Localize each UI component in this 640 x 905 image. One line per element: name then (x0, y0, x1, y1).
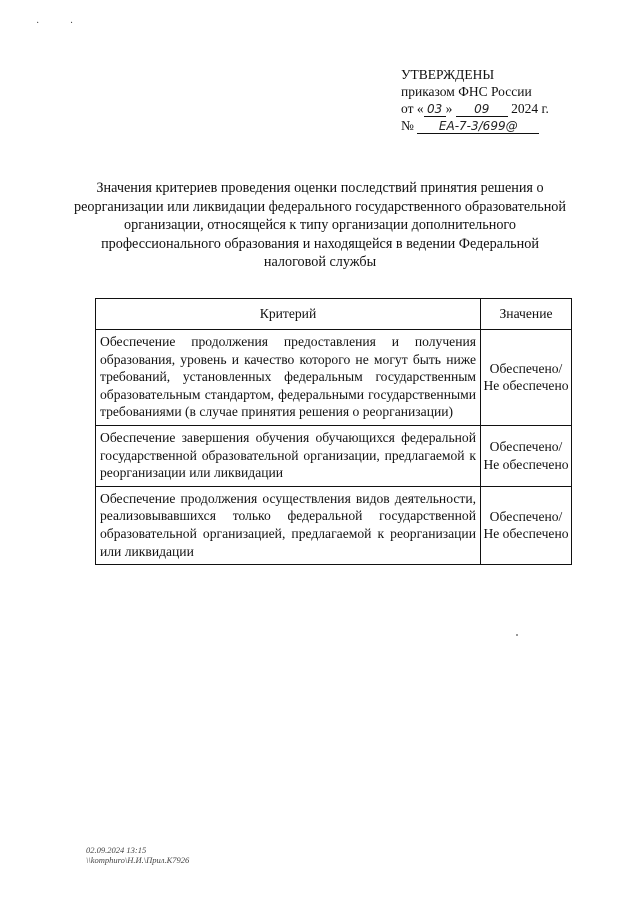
header-value: Значение (481, 299, 572, 330)
scan-artifact: · · (36, 18, 88, 29)
value-cell: Обеспечено/ Не обеспечено (481, 330, 572, 426)
date-month: 09 (456, 102, 508, 117)
footer-stamp (86, 845, 189, 865)
document-title: Значения критериев проведения оценки последствий принятия решения о реорганизации или ликвидации федерального государственного образовательной организации, относящейся к типу организации дополнительного профессионального образования и находящейся в ведении Федеральной налоговой службы (73, 180, 566, 271)
date-year: 2024 г. (511, 101, 549, 116)
header-criterion: Критерий (96, 299, 481, 330)
criterion-cell: Обеспечение завершения обучения обучающихся федеральной государственной образовательной организации, предлагаемой к реорганизации или ликвидации (96, 425, 481, 486)
date-day: 03 (424, 102, 446, 117)
approval-heading: УТВЕРЖДЕНЫ (401, 67, 495, 82)
number-prefix: № (401, 118, 414, 133)
date-separator: » (445, 101, 453, 116)
value-cell: Обеспечено/ Не обеспечено (481, 486, 572, 564)
approval-date-line (401, 100, 601, 117)
table-row (96, 486, 572, 564)
criterion-cell: Обеспечение продолжения предоставления и получения образования, уровень и качество которого не могут быть ниже требований, установленных федеральным государственным образовательным стандартом, федеральными государственными требованиями (в случае принятия решения о реорганизации) (96, 330, 481, 426)
table-row (96, 330, 572, 426)
order-number: ЕА-7-3/699@ (417, 119, 539, 134)
table-header-row (96, 299, 572, 330)
value-cell: Обеспечено/ Не обеспечено (481, 425, 572, 486)
criteria-table (95, 298, 572, 565)
table-row (96, 425, 572, 486)
footer-path: \\komphuro\Н.И.\Прил.К7926 (86, 855, 190, 865)
criterion-cell: Обеспечение продолжения осуществления видов деятельности, реализовывавшихся только федеральной государственной образовательной организацией, предлагаемой к реорганизации или ликвидации (96, 486, 481, 564)
approval-number-line (401, 117, 601, 134)
scan-speck (516, 634, 518, 636)
date-prefix: от « (401, 101, 424, 116)
approval-order-line: приказом ФНС России (401, 84, 532, 99)
footer-timestamp: 02.09.2024 13:15 (86, 845, 147, 855)
approval-block (401, 66, 601, 134)
